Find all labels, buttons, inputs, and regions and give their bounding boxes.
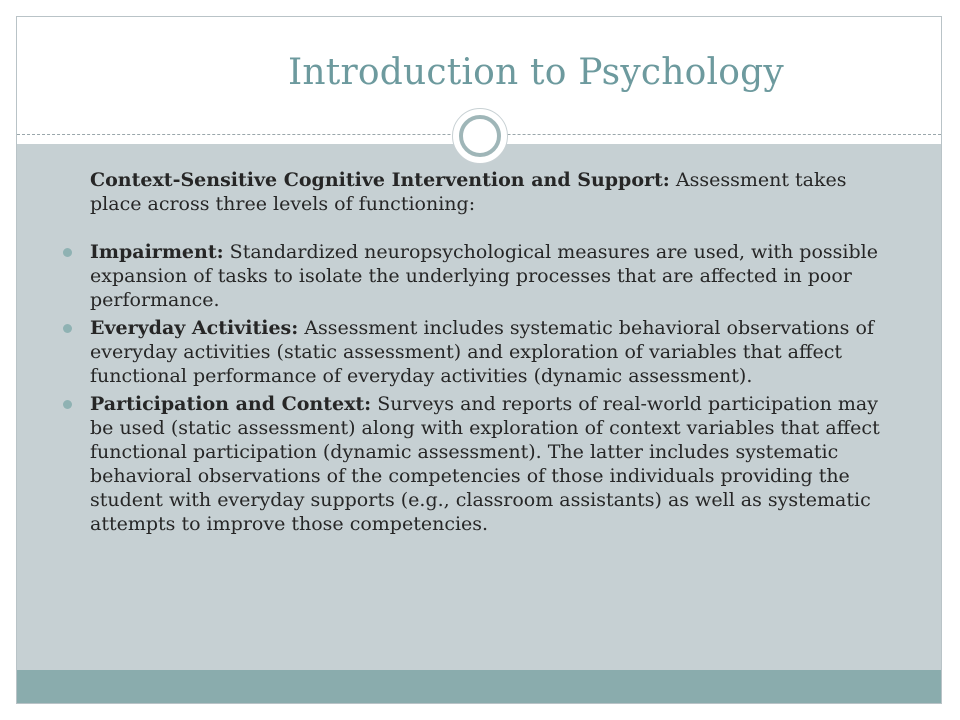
- bullet-term: Participation and Context:: [90, 393, 372, 415]
- bullet-term: Impairment:: [90, 241, 224, 263]
- intro-paragraph: [70, 168, 900, 216]
- intro-heading: Context-Sensitive Cognitive Intervention and Support:: [90, 169, 670, 191]
- bullet-text: Surveys and reports of real-world participation may be used (static assessment) along with exploration of context variables that affect functional participation (dynamic assessment). The latter includes systematic behavioral observations of the competencies of those individuals providing the student with everyday supports (e.g., classroom assistants) as well as systematic attempts to improve those competencies.: [90, 393, 880, 535]
- bullet-dot-icon: [63, 400, 72, 409]
- bullet-dot-icon: [63, 324, 72, 333]
- list-item: [70, 240, 900, 312]
- divider-ring-icon: [459, 115, 501, 157]
- bullet-term: Everyday Activities:: [90, 317, 299, 339]
- footer-band: [17, 670, 941, 703]
- intro-text: Assessment takes place across three levels of functioning:: [90, 169, 847, 215]
- list-item: [70, 316, 900, 388]
- slide-title: Introduction to Psychology: [288, 52, 784, 93]
- bullet-list: [70, 240, 900, 536]
- bullet-text: Standardized neuropsychological measures are used, with possible expansion of tasks to isolate the underlying processes that are affected in poor performance.: [90, 241, 878, 311]
- list-item: [70, 392, 900, 536]
- bullet-dot-icon: [63, 248, 72, 257]
- bullet-text: Assessment includes systematic behavioral observations of everyday activities (static assessment) and exploration of variables that affect functional performance of everyday activities (dynamic assessment).: [90, 317, 874, 387]
- slide-body: [70, 168, 900, 540]
